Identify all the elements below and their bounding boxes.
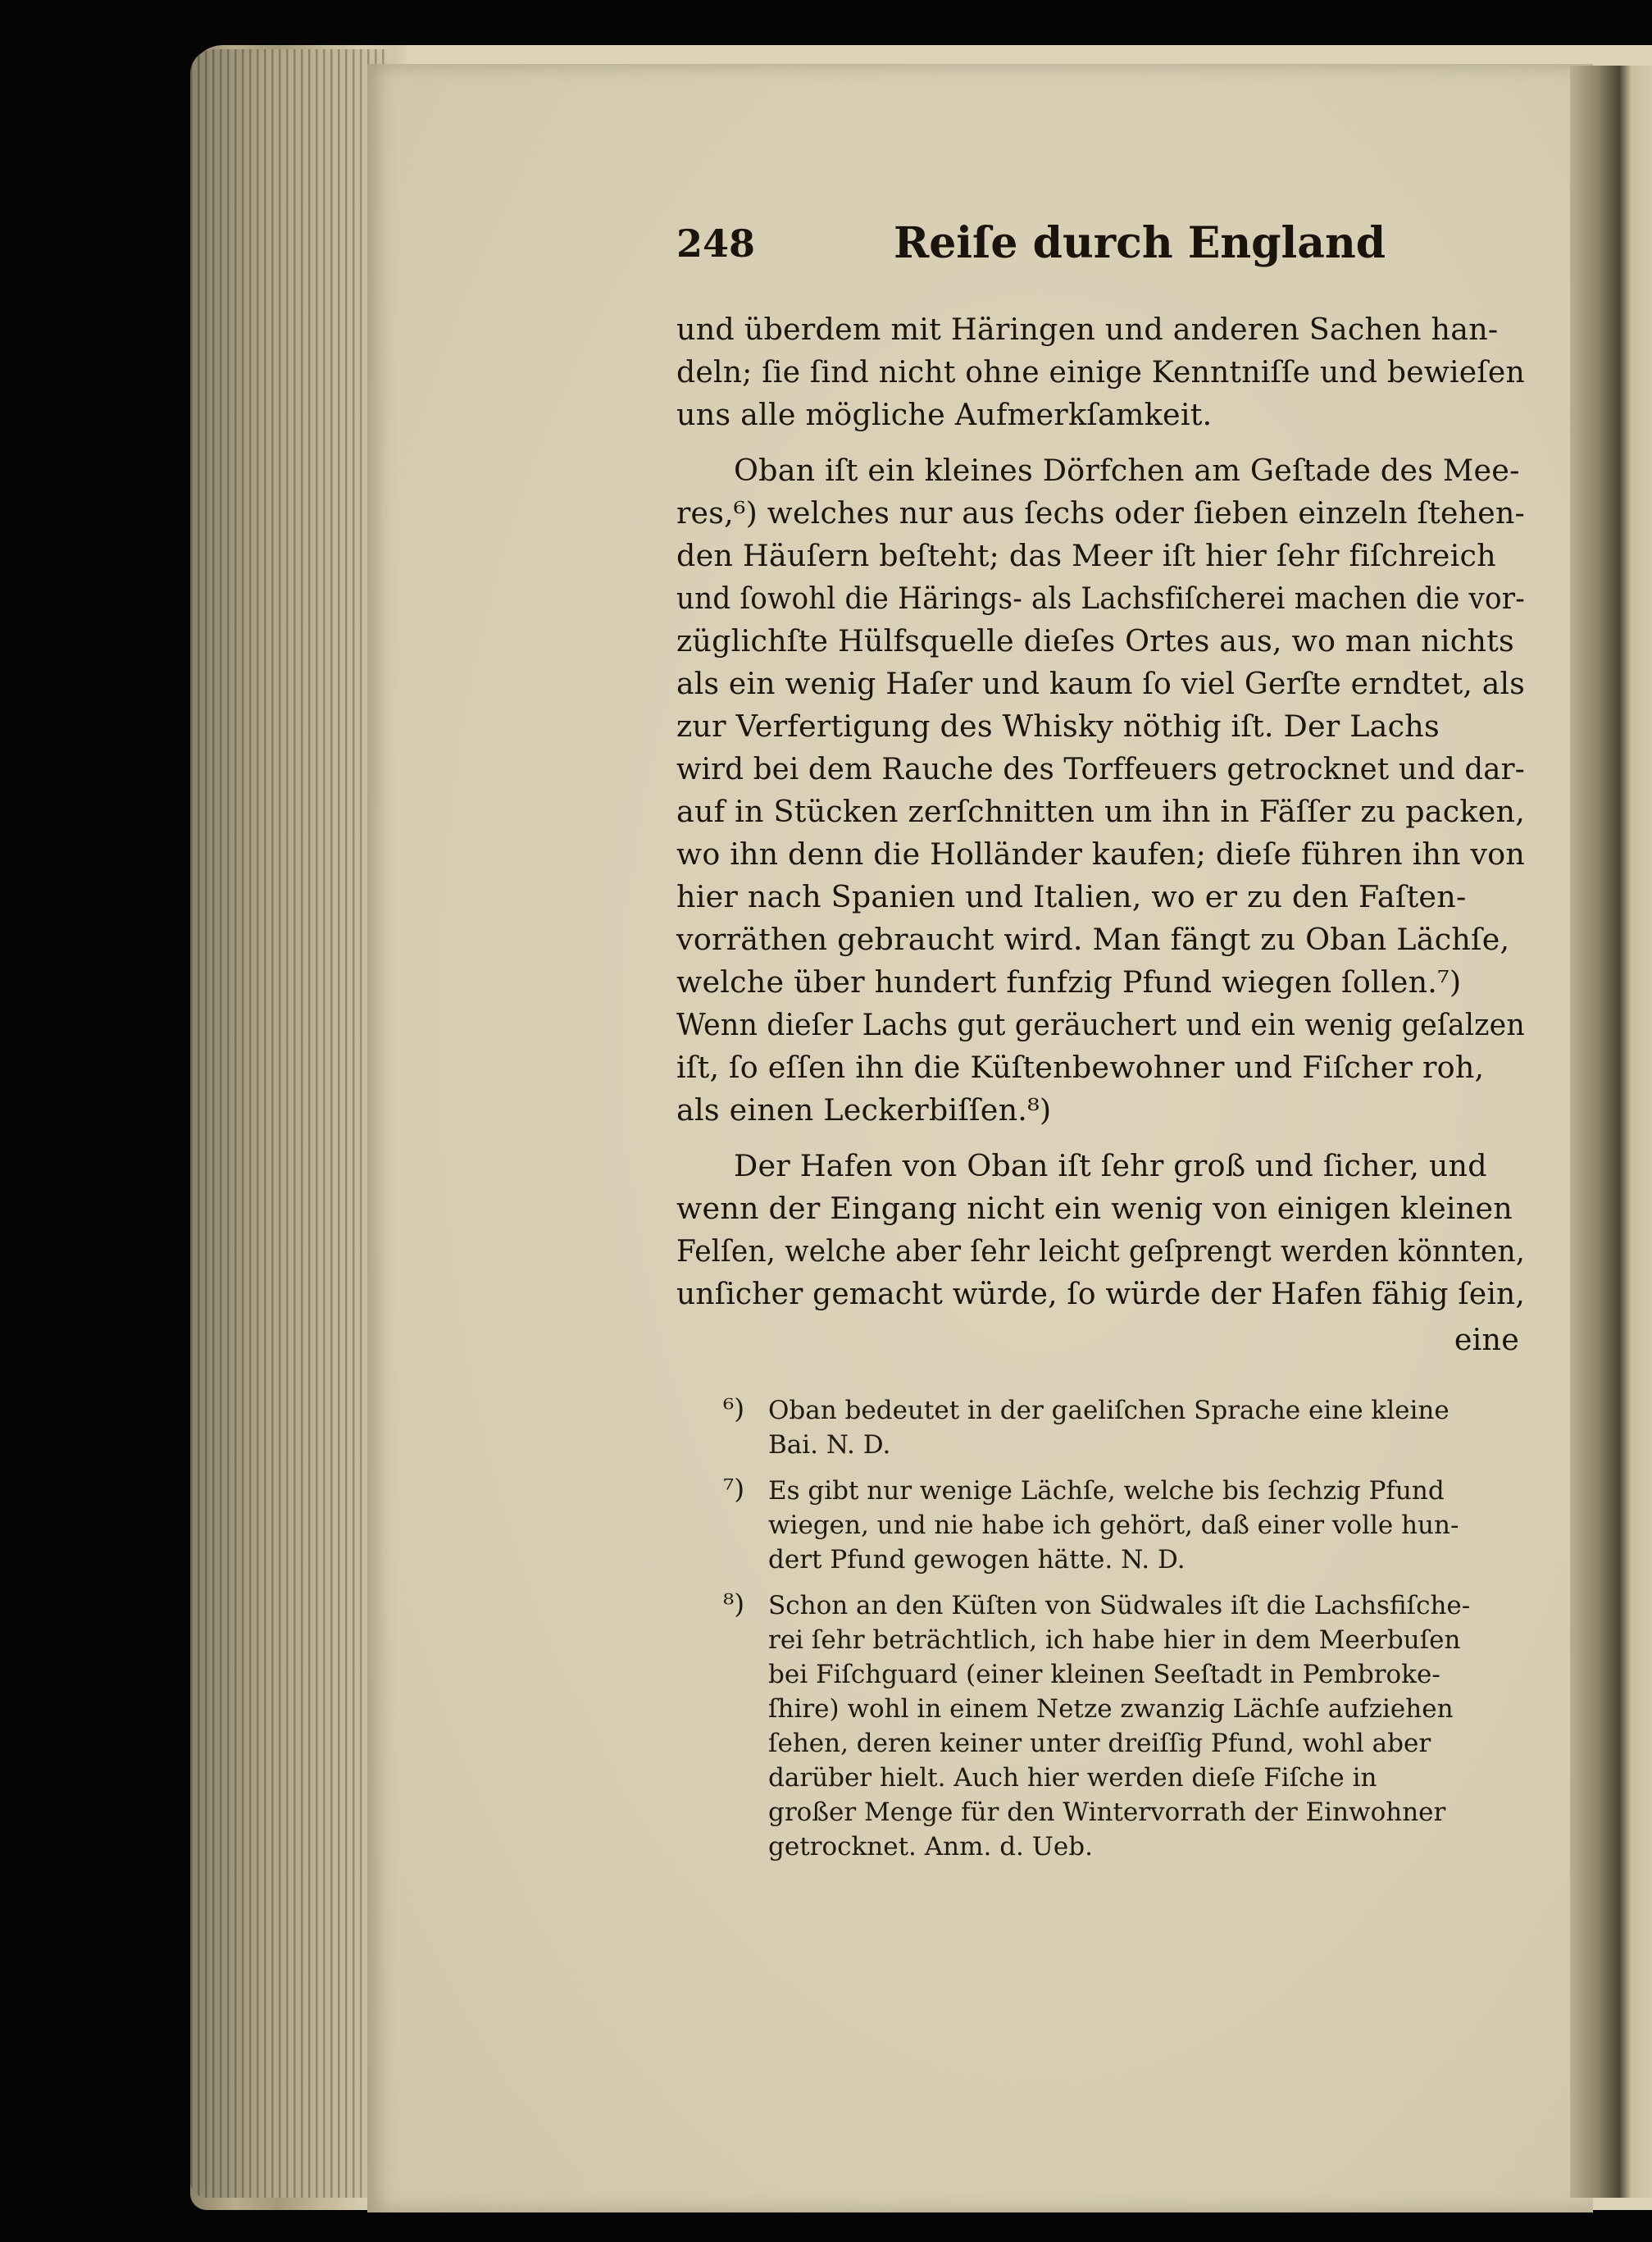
footnote-line: getrocknet. Anm. d. Ueb. [768, 1832, 1093, 1861]
body-line: Oban iſt ein kleines Dörfchen am Geſtade des Mee- [734, 453, 1520, 488]
body-line: unſicher gemacht würde, ſo würde der Hafen fähig ſein, [676, 1276, 1525, 1311]
catchword: eine [1454, 1322, 1519, 1357]
footnote-line: ſhire) wohl in einem Netze zwanzig Lächſe aufziehen [768, 1694, 1454, 1724]
body-line: Der Hafen von Oban iſt ſehr groß und ſicher, und [734, 1148, 1487, 1183]
page-edges [190, 49, 387, 2198]
body-line: hier nach Spanien und Italien, wo er zu den Faſten- [676, 879, 1467, 914]
body-line: Felſen, welche aber ſehr leicht geſprengt werden könnten, [676, 1233, 1525, 1269]
body-line: uns alle mögliche Aufmerkſamkeit. [676, 397, 1213, 432]
footnote-line: Es gibt nur wenige Lächſe, welche bis ſechzig Pfund [768, 1476, 1445, 1506]
footnote-marker: ⁷) [723, 1473, 745, 1505]
book-gutter [1570, 66, 1652, 2198]
body-line: als ein wenig Haſer und kaum ſo viel Gerſte erndtet, als [676, 666, 1525, 701]
body-line: zur Verfertigung des Whisky nöthig iſt. Der Lachs [676, 709, 1440, 744]
body-line: als einen Leckerbiſſen.⁸) [676, 1092, 1052, 1128]
footnote-line: Bai. N. D. [768, 1430, 891, 1460]
body-line: wo ihn denn die Holländer kaufen; dieſe führen ihn von [676, 836, 1525, 872]
footnote-line: ſehen, deren keiner unter dreiſſig Pfund, wohl aber [768, 1729, 1431, 1758]
body-line: auf in Stücken zerſchnitten um ihn in Fäſſer zu packen, [676, 794, 1525, 829]
footnote-line: großer Menge für den Wintervorrath der Einwohner [768, 1798, 1446, 1827]
footnote-line: wiegen, und nie habe ich gehört, daß einer volle hun- [768, 1511, 1459, 1540]
footnote-line: bei Fiſchguard (einer kleinen Seeſtadt in Pembroke- [768, 1660, 1440, 1689]
body-line: res,⁶) welches nur aus ſechs oder ſieben einzeln ſtehen- [676, 495, 1525, 531]
running-title: Reiſe durch England [894, 218, 1386, 268]
page-header [676, 218, 1545, 279]
body-line: wird bei dem Rauche des Torffeuers getrocknet und dar- [676, 751, 1525, 786]
footnote-marker: ⁸) [723, 1588, 745, 1620]
body-line: Wenn dieſer Lachs gut geräuchert und ein wenig geſalzen [676, 1007, 1525, 1042]
body-line: und überdem mit Häringen und anderen Sachen han- [676, 312, 1499, 347]
footnote-line: dert Pfund gewogen hätte. N. D. [768, 1545, 1186, 1574]
footnote-line: darüber hielt. Auch hier werden dieſe Fiſche in [768, 1763, 1377, 1793]
body-line: wenn der Eingang nicht ein wenig von einigen kleinen [676, 1191, 1513, 1226]
body-line: den Häuſern beſteht; das Meer iſt hier ſehr fiſchreich [676, 538, 1496, 573]
footnote-marker: ⁶) [723, 1392, 745, 1424]
footnote-line: Oban bedeutet in der gaeliſchen Sprache eine kleine [768, 1396, 1449, 1425]
page-number: 248 [676, 221, 756, 266]
footnote-line: Schon an den Küſten von Südwales iſt die Lachsfiſche- [768, 1591, 1471, 1620]
body-line: welche über hundert funfzig Pfund wiegen ſollen.⁷) [676, 964, 1462, 1000]
body-line: iſt, ſo eſſen ihn die Küſtenbewohner und Fiſcher roh, [676, 1050, 1485, 1085]
footnote-line: rei ſehr beträchtlich, ich habe hier in dem Meerbuſen [768, 1625, 1461, 1655]
body-line: und ſowohl die Härings- als Lachsfiſcherei machen die vor- [676, 581, 1525, 616]
body-line: deln; ſie ſind nicht ohne einige Kenntniſſe und bewieſen [676, 354, 1525, 390]
body-line: züglichſte Hülfsquelle dieſes Ortes aus, wo man nichts [676, 623, 1514, 658]
body-line: vorräthen gebraucht wird. Man fängt zu Oban Lächſe, [676, 922, 1510, 957]
